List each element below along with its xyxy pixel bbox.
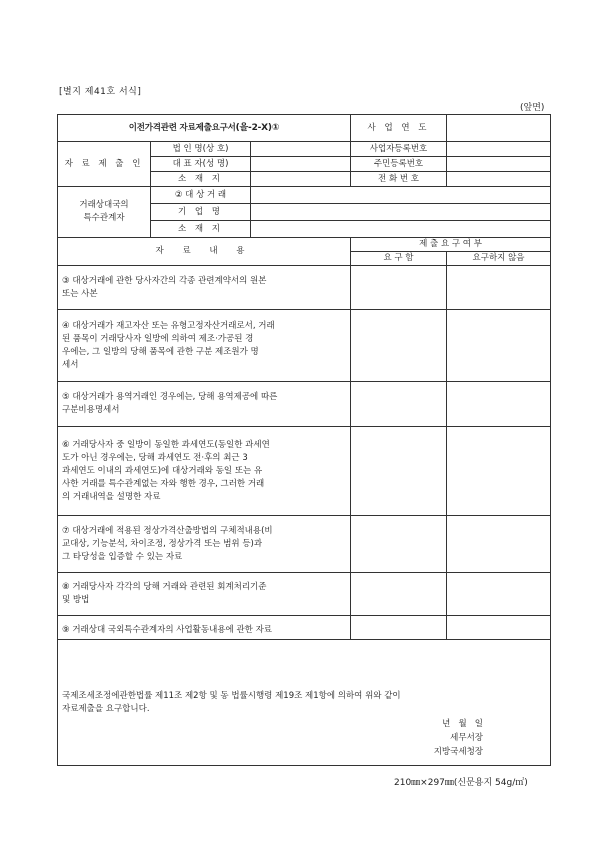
item-line: 구분비용명세서 [62,405,120,415]
transaction-row [58,187,551,204]
item-line: 그 타당성을 입증할 수 있는 자료 [62,551,183,562]
submitter-group-label: 자 료 제 출 인 [58,142,151,187]
representative-label: 대 표 자(성 명) [151,157,251,172]
item-line: ⑧ 거래당사자 각각의 당해 거래와 관련된 회계처리기준 [62,582,267,592]
resident-reg-number-label: 주민등록번호 [351,157,447,172]
closing-line2: 자료제출을 요구합니다. [62,703,150,714]
data-header-row [58,238,551,252]
counterparty-address-field[interactable] [251,221,551,238]
representative-field[interactable] [251,157,351,172]
form-number-label: [별지 제41호 서식] [59,87,142,97]
item-line: 도가 아닌 경우에는, 당해 과세연도 전·후의 최근 3 [62,452,248,463]
form-title-code: (을-2-X)① [235,122,280,133]
company-name-field[interactable] [251,204,551,221]
not-required-checkbox[interactable] [447,516,551,573]
item-line: 우에는, 그 일방의 당해 품목에 관한 구분 제조원가 명 [62,346,259,357]
required-header: 요 구 함 [351,252,447,266]
paper-spec-label: 210㎜×297㎜(신문용지 54g/㎡) [394,778,528,788]
page-side-label: (앞면) [520,103,545,113]
closing-line1: 국제조세조정에관한법률 제11조 제2항 및 동 법률시행령 제19조 제1항에 의하여 위와 같이 [62,690,401,701]
data-item-3 [58,266,351,310]
address-field[interactable] [251,172,351,187]
counterparty-group-label [58,187,151,238]
required-checkbox[interactable] [351,573,447,616]
submission-request-header: 제 출 요 구 여 부 [351,238,551,252]
data-item-9 [58,616,351,640]
item-line: ③ 대상거래에 관한 당사자간의 각종 관련계약서의 원본 [62,275,267,286]
request-form-table [57,114,551,766]
item-line: 의 거래내역을 설명한 자료 [62,491,161,502]
item-line: ⑤ 대상거래가 용역거래인 경우에는, 당해 용역제공에 따른 [62,392,278,402]
submitter-row [58,142,551,157]
content-header: 자 료 내 용 [58,238,351,266]
counterparty-label-line1: 거래상대국의 [79,200,129,210]
not-required-checkbox[interactable] [447,573,551,616]
not-required-checkbox[interactable] [447,382,551,427]
counterparty-label-line2: 특수관계자 [83,213,125,223]
item-line: 된 품목이 거래당사자 일방에 의하여 제조·가공된 경 [62,333,254,344]
company-name-label: 기 업 명 [151,204,251,221]
business-year-field[interactable] [447,115,551,142]
phone-label: 전 화 번 호 [351,172,447,187]
not-required-header: 요구하지 않음 [447,252,551,266]
data-item-row [58,382,551,427]
not-required-checkbox[interactable] [447,427,551,516]
required-checkbox[interactable] [351,266,447,310]
data-item-row [58,266,551,310]
required-checkbox[interactable] [351,516,447,573]
business-reg-number-field[interactable] [447,142,551,157]
signature-date: 년 월 일 [442,719,483,729]
item-line: ⑦ 대상거래에 적용된 정상가격산출방법의 구체적내용(비 [62,525,273,536]
item-line: ⑨ 거래상대 국외특수관계자의 사업활동내용에 관한 자료 [62,624,272,635]
corp-name-label: 법 인 명(상 호) [151,142,251,157]
data-item-6 [58,427,351,516]
item-line: ④ 대상거래가 재고자산 또는 유형고정자산거래로서, 거래 [62,320,275,331]
address-label: 소 재 지 [151,172,251,187]
phone-field[interactable] [447,172,551,187]
target-transaction-field[interactable] [251,187,551,204]
counterparty-address-label: 소 재 지 [151,221,251,238]
data-item-5 [58,382,351,427]
item-line: 세서 [62,359,79,370]
resident-reg-number-field[interactable] [447,157,551,172]
title-row [58,115,551,142]
data-item-8 [58,573,351,616]
business-reg-number-label: 사업자등록번호 [351,142,447,157]
item-line: 과세연도 이내의 과세연도)에 대상거래와 동일 또는 유 [62,465,263,476]
required-checkbox[interactable] [351,427,447,516]
corp-name-field[interactable] [251,142,351,157]
regional-tax-office-head: 지방국세청장 [433,747,483,757]
item-line: 또는 사본 [62,288,98,299]
data-item-row [58,427,551,516]
target-transaction-label: ② 대 상 거 래 [151,187,251,204]
form-title [58,115,351,142]
not-required-checkbox[interactable] [447,266,551,310]
data-item-7 [58,516,351,573]
item-line: ⑥ 거래당사자 중 일방이 동일한 과세연도(동일한 과세연 [62,439,270,450]
data-item-row [58,310,551,382]
business-year-label: 사 업 연 도 [351,115,447,142]
not-required-checkbox[interactable] [447,310,551,382]
data-item-4 [58,310,351,382]
required-checkbox[interactable] [351,616,447,640]
form-title-main: 이전가격관련 자료제출요구서 [128,122,236,133]
item-line: 교대상, 기능분석, 차이조정, 정상가격 또는 범위 등)과 [62,538,263,549]
required-checkbox[interactable] [351,382,447,427]
required-checkbox[interactable] [351,310,447,382]
data-item-row [58,573,551,616]
item-line: 및 방법 [62,595,90,605]
not-required-checkbox[interactable] [447,616,551,640]
data-item-row [58,616,551,640]
item-line: 사한 거래를 특수관계없는 자와 행한 경우, 그러한 거래 [62,478,265,489]
tax-office-head: 세무서장 [450,733,483,743]
data-item-row [58,516,551,573]
